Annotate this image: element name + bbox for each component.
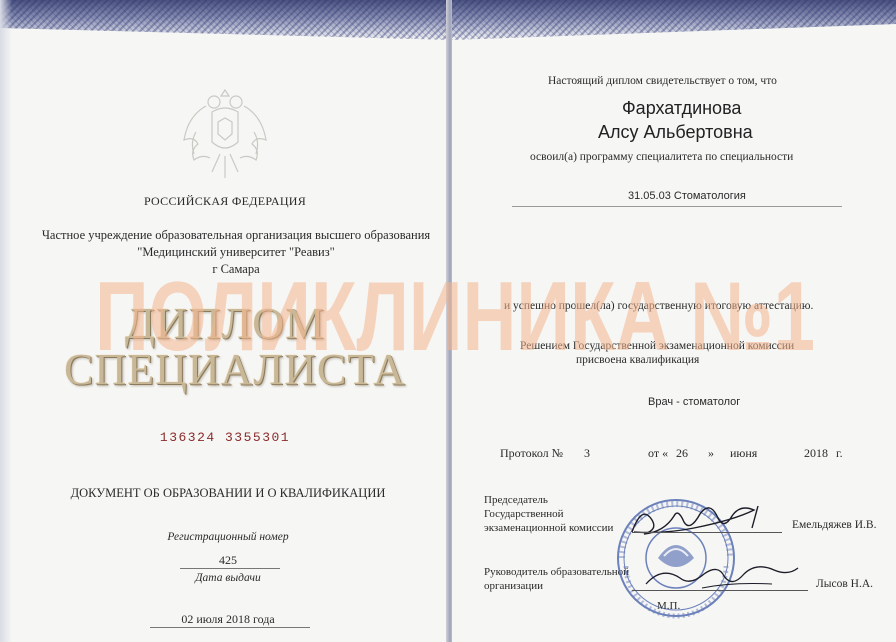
institution-city: г Самара [212,262,260,276]
protocol-day: 26 [676,446,688,460]
chair-name: Емельдяжев И.В. [792,519,877,531]
certifies-text: Настоящий диплом свидетельствует о том, что [548,75,777,87]
chair-signature-line [632,532,782,533]
head-title-line-2: организации [484,580,544,592]
specialty: 31.05.03 Стоматология [628,190,746,202]
protocol-year-suffix: г. [836,446,843,460]
protocol-month: июня [730,446,758,460]
diploma-title-line-2: СПЕЦИАЛИСТА [64,345,406,394]
decorative-top-band [452,0,896,40]
watermark [90,262,820,372]
registration-label: Регистрационный номер [167,531,289,543]
serial-number: 136324 3355301 [159,430,291,445]
registration-underline [180,568,280,569]
passed-attestation-text: и успешно прошел(ла) государственную итоговую аттестацию. [504,300,814,312]
protocol-label: Протокол № [500,446,564,460]
institution-line-1: Частное учреждение образовательная организация высшего образования [41,228,431,242]
mastered-program-text: освоил(а) программу специалитета по специальности [530,151,794,163]
watermark-text: ПОЛИКЛИНИКА №1 [95,262,815,371]
head-signature [642,562,802,592]
head-signature-line [632,590,808,591]
diploma-title-line-1: ДИПЛОМ [124,299,326,348]
protocol-day-close: » [708,446,714,460]
chair-title-line-3: экзаменационной комиссии [484,522,614,534]
protocol-number: 3 [584,446,590,460]
qualification: Врач - стоматолог [648,396,741,408]
head-name: Лысов Н.А. [816,578,874,590]
registration-number: 425 [219,553,237,567]
chair-title-line-2: Государственной [484,508,564,520]
seal-place-label: М.П. [657,600,681,612]
head-title-line-1: Руководитель образовательной [484,566,630,578]
issue-date: 02 июля 2018 года [181,612,275,626]
graduate-surname: Фархатдинова [622,98,742,118]
commission-decision-line-2: присвоена квалификация [576,354,700,366]
graduate-given-names: Алсу Альбертовна [598,122,753,142]
chair-title-line-1: Председатель [484,494,548,506]
protocol-from-label: от « [648,446,669,460]
issue-date-label: Дата выдачи [195,572,261,584]
decorative-top-band [0,0,450,40]
protocol-year: 2018 [804,446,828,460]
issue-date-underline [150,627,310,628]
chair-signature [628,498,778,544]
commission-decision-line-1: Решением Государственной экзаменационной комиссии [520,340,795,352]
institution-line-2: "Медицинский университет "Реавиз" [137,245,335,259]
coat-of-arms-emblem [176,82,274,184]
document-type: ДОКУМЕНТ ОБ ОБРАЗОВАНИИ И О КВАЛИФИКАЦИИ [70,486,386,500]
country-name: РОССИЙСКАЯ ФЕДЕРАЦИЯ [143,194,307,208]
specialty-underline [512,206,842,207]
